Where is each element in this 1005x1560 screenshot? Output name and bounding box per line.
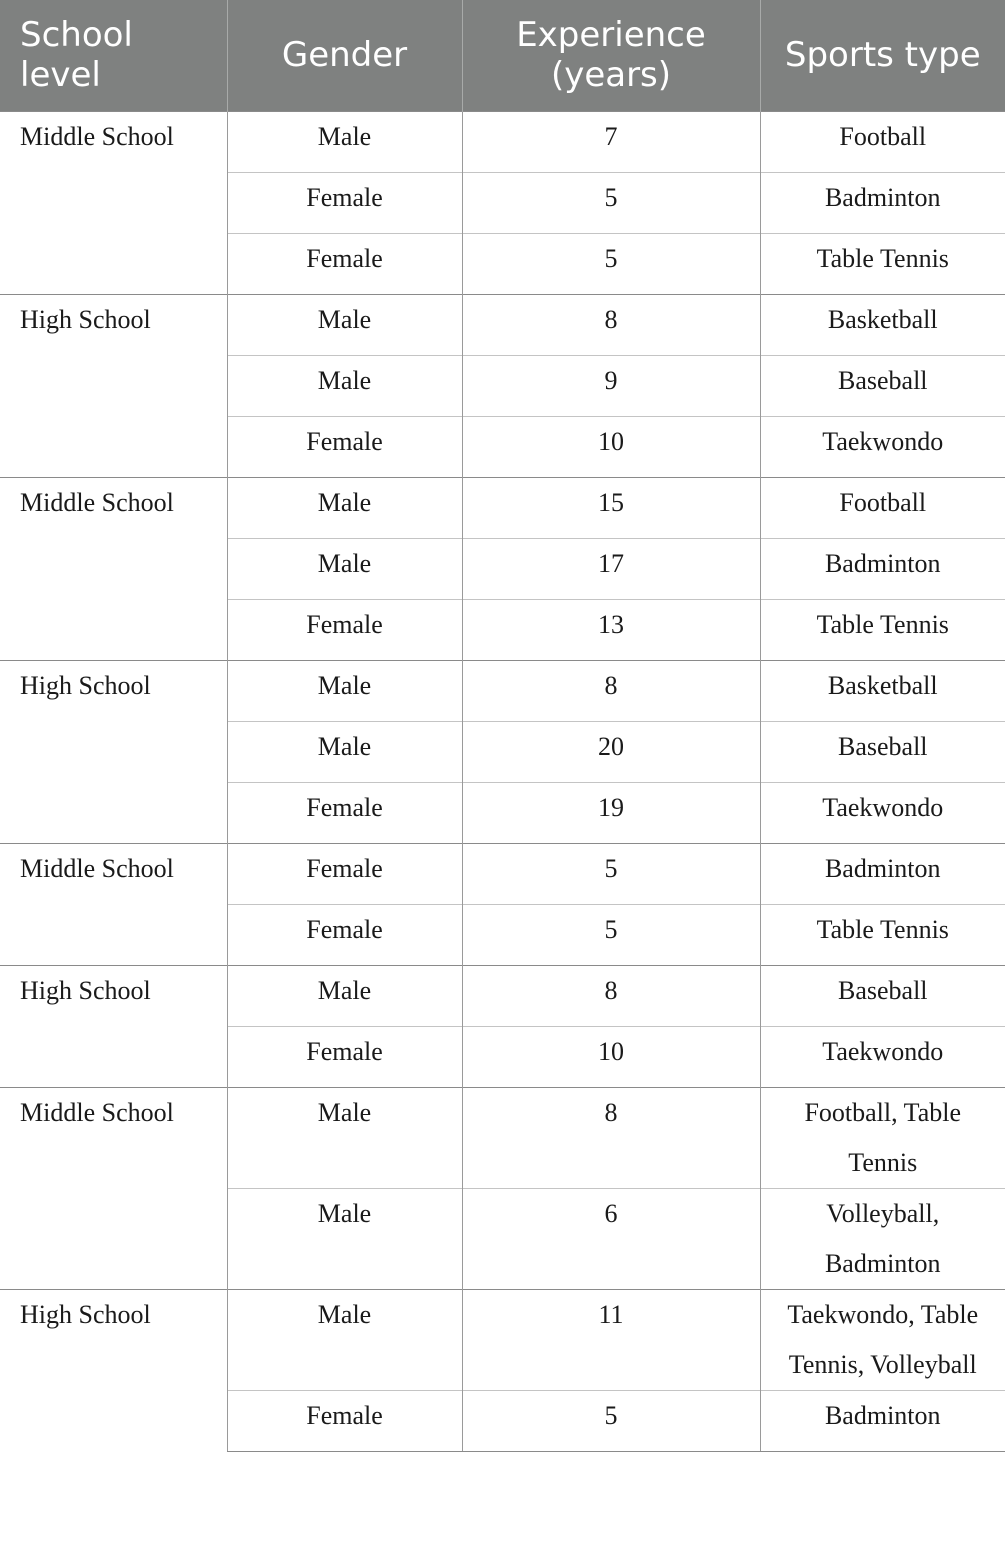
cell-experience: 20 — [462, 721, 760, 782]
cell-gender: Male — [227, 965, 462, 1026]
cell-sports-type: Table Tennis — [760, 599, 1005, 660]
cell-sports-type: Baseball — [760, 721, 1005, 782]
cell-school-level: High School — [0, 660, 227, 843]
cell-school-level: Middle School — [0, 843, 227, 965]
cell-school-level: Middle School — [0, 1087, 227, 1289]
cell-sports-type: Badminton — [760, 538, 1005, 599]
cell-sports-type: Taekwondo — [760, 1026, 1005, 1087]
cell-sports-type: Football — [760, 111, 1005, 172]
cell-experience: 5 — [462, 172, 760, 233]
cell-sports-type: Baseball — [760, 355, 1005, 416]
cell-sports-type: Taekwondo — [760, 782, 1005, 843]
cell-gender: Female — [227, 904, 462, 965]
table-row — [0, 111, 1005, 172]
cell-school-level: High School — [0, 965, 227, 1087]
cell-gender: Male — [227, 1188, 462, 1289]
cell-sports-type: Badminton — [760, 843, 1005, 904]
header-gender: Gender — [227, 0, 462, 111]
cell-experience: 8 — [462, 660, 760, 721]
cell-sports-type: Basketball — [760, 660, 1005, 721]
cell-experience: 6 — [462, 1188, 760, 1289]
cell-gender: Male — [227, 355, 462, 416]
header-row — [0, 0, 1005, 111]
table-row — [0, 1087, 1005, 1188]
cell-experience: 7 — [462, 111, 760, 172]
header-experience: Experience (years) — [462, 0, 760, 111]
cell-school-level: High School — [0, 294, 227, 477]
cell-sports-type: Basketball — [760, 294, 1005, 355]
cell-gender: Male — [227, 721, 462, 782]
cell-experience: 5 — [462, 233, 760, 294]
table-row — [0, 660, 1005, 721]
cell-gender: Female — [227, 1390, 462, 1451]
cell-gender: Male — [227, 294, 462, 355]
cell-sports-type: Table Tennis — [760, 904, 1005, 965]
cell-gender: Male — [227, 111, 462, 172]
cell-gender: Female — [227, 599, 462, 660]
cell-experience: 13 — [462, 599, 760, 660]
cell-gender: Male — [227, 538, 462, 599]
cell-sports-type: Table Tennis — [760, 233, 1005, 294]
cell-gender: Female — [227, 172, 462, 233]
cell-experience: 11 — [462, 1289, 760, 1390]
cell-gender: Female — [227, 843, 462, 904]
table-row — [0, 1289, 1005, 1390]
cell-sports-type: Taekwondo, Table Tennis, Volleyball — [760, 1289, 1005, 1390]
cell-experience: 19 — [462, 782, 760, 843]
cell-gender: Male — [227, 1087, 462, 1188]
header-sports-type: Sports type — [760, 0, 1005, 111]
header-school-level: School level — [0, 0, 227, 111]
cell-experience: 8 — [462, 965, 760, 1026]
cell-experience: 5 — [462, 843, 760, 904]
cell-experience: 5 — [462, 1390, 760, 1451]
cell-experience: 9 — [462, 355, 760, 416]
cell-school-level: Middle School — [0, 111, 227, 294]
cell-school-level: High School — [0, 1289, 227, 1451]
cell-experience: 5 — [462, 904, 760, 965]
cell-sports-type: Football, Table Tennis — [760, 1087, 1005, 1188]
cell-sports-type: Badminton — [760, 1390, 1005, 1451]
cell-sports-type: Football — [760, 477, 1005, 538]
cell-sports-type: Taekwondo — [760, 416, 1005, 477]
table-body — [0, 111, 1005, 1451]
cell-experience: 10 — [462, 416, 760, 477]
cell-gender: Female — [227, 782, 462, 843]
table-row — [0, 965, 1005, 1026]
cell-gender: Female — [227, 233, 462, 294]
table-row — [0, 477, 1005, 538]
cell-sports-type: Baseball — [760, 965, 1005, 1026]
cell-school-level: Middle School — [0, 477, 227, 660]
cell-gender: Female — [227, 1026, 462, 1087]
cell-sports-type: Badminton — [760, 172, 1005, 233]
cell-experience: 17 — [462, 538, 760, 599]
cell-experience: 10 — [462, 1026, 760, 1087]
cell-experience: 15 — [462, 477, 760, 538]
cell-gender: Female — [227, 416, 462, 477]
cell-sports-type: Volleyball, Badminton — [760, 1188, 1005, 1289]
cell-gender: Male — [227, 1289, 462, 1390]
cell-gender: Male — [227, 477, 462, 538]
cell-experience: 8 — [462, 294, 760, 355]
cell-experience: 8 — [462, 1087, 760, 1188]
cell-gender: Male — [227, 660, 462, 721]
table-row — [0, 294, 1005, 355]
table-row — [0, 843, 1005, 904]
